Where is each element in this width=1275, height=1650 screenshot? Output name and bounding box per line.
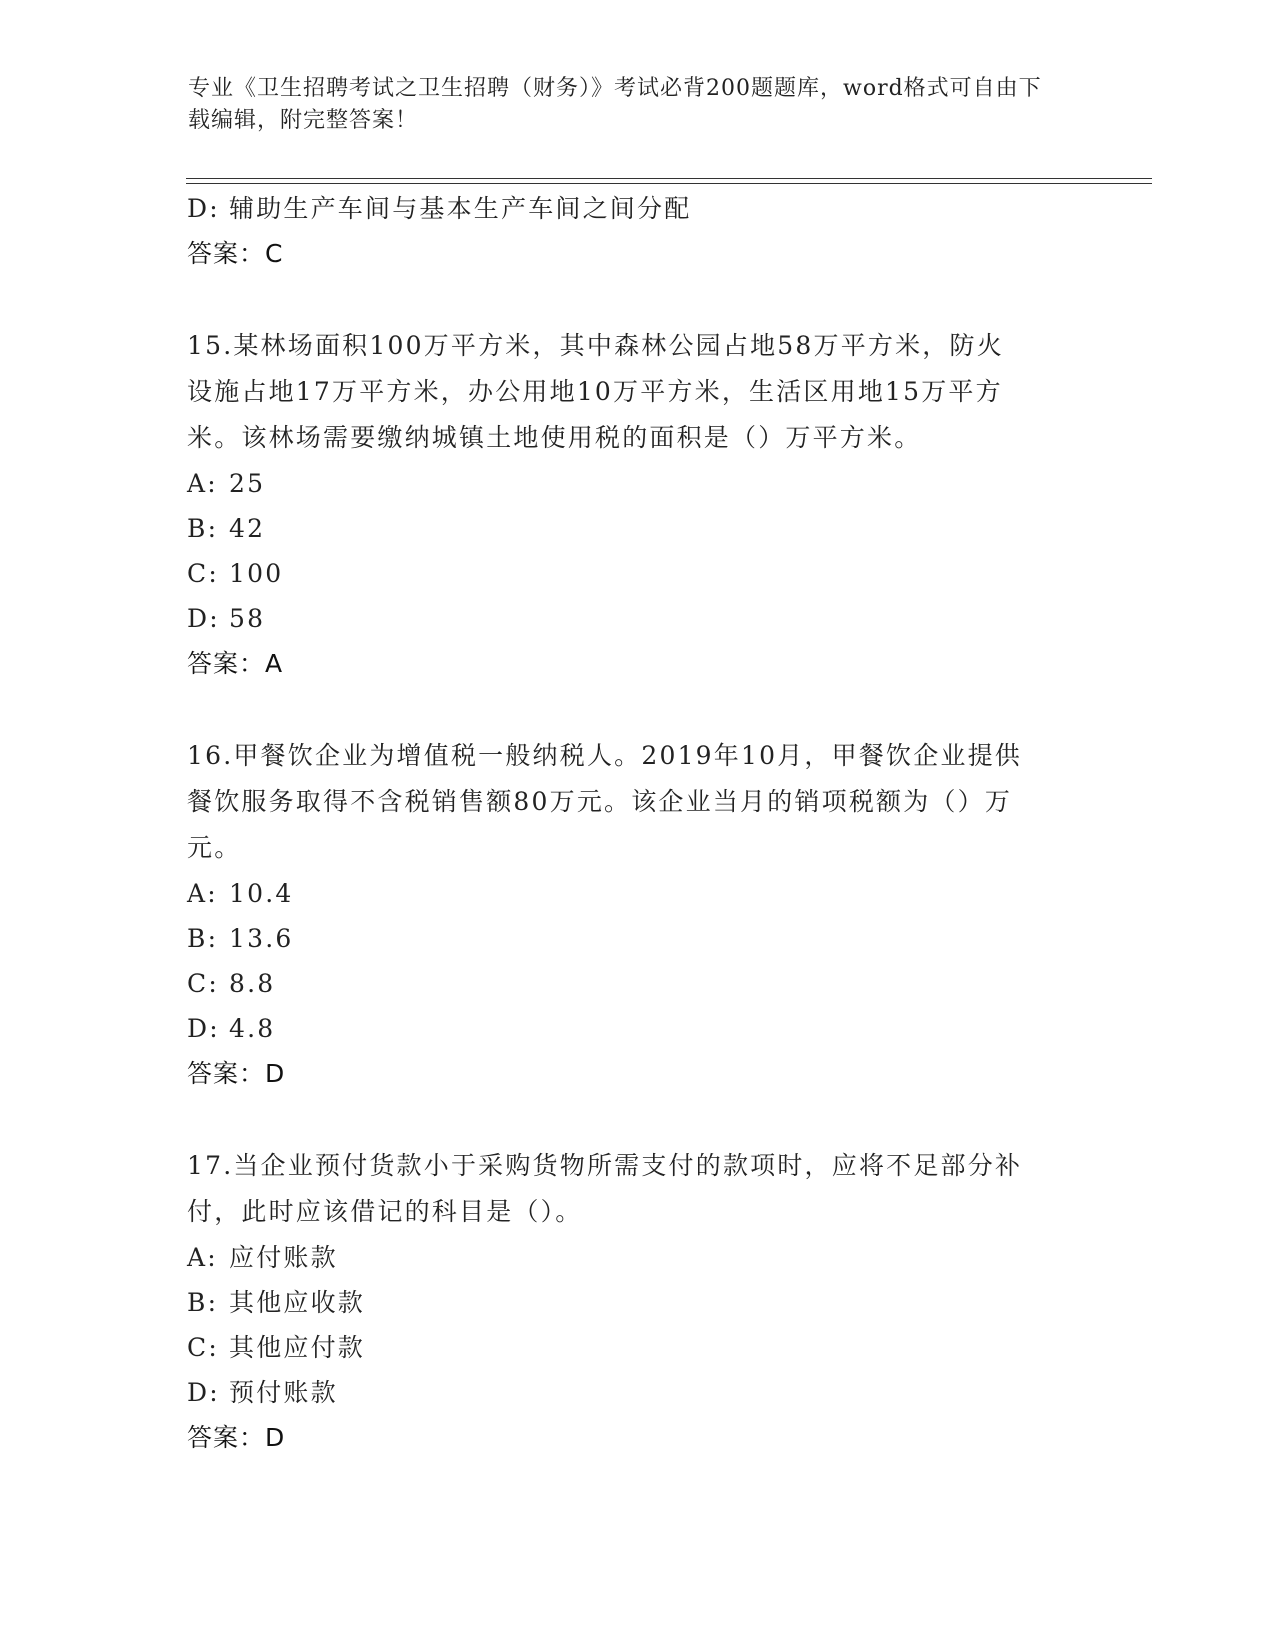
- question-15: [187, 323, 1067, 686]
- option-text: 100: [229, 559, 284, 588]
- option-label: D:: [187, 604, 220, 633]
- question-17: [187, 1143, 1067, 1460]
- prev-answer: 答案：C: [187, 239, 284, 268]
- option-text: 42: [229, 514, 266, 543]
- answer: 答案：A: [187, 649, 284, 678]
- option-label: C:: [187, 559, 219, 588]
- question-line: 设施占地17万平方米，办公用地10万平方米，生活区用地15万平方: [187, 377, 1003, 406]
- option-a: [187, 871, 1067, 916]
- document-header: 专业《卫生招聘考试之卫生招聘（财务）》考试必背200题题库，word格式可自由下载编辑，附完整答案！: [188, 76, 1042, 133]
- option-label: A:: [187, 469, 218, 498]
- option-c: [187, 961, 1067, 1006]
- header-rule-bottom: [186, 183, 1152, 184]
- option-c: [187, 1325, 1067, 1370]
- option-text: 13.6: [229, 924, 294, 953]
- spacer: [187, 276, 1067, 323]
- option-label: D:: [187, 194, 220, 223]
- questions-content: [187, 186, 1067, 1460]
- option-d: [187, 1006, 1067, 1051]
- option-text: 10.4: [229, 879, 294, 908]
- option-label: C:: [187, 969, 219, 998]
- option-a: [187, 1235, 1067, 1280]
- option-text: 辅助生产车间与基本生产车间之间分配: [229, 194, 692, 223]
- prev-option-d: [187, 186, 1067, 231]
- header-rule-top: [186, 178, 1152, 179]
- option-label: B:: [187, 514, 219, 543]
- option-text: 8.8: [229, 969, 276, 998]
- option-label: C:: [187, 1333, 219, 1362]
- option-b: [187, 506, 1067, 551]
- option-label: D:: [187, 1378, 220, 1407]
- option-text: 4.8: [229, 1014, 276, 1043]
- question-16: [187, 733, 1067, 1096]
- option-d: [187, 1370, 1067, 1415]
- option-label: A:: [187, 879, 218, 908]
- option-label: B:: [187, 924, 219, 953]
- question-line: 餐饮服务取得不含税销售额80万元。该企业当月的销项税额为（）万: [187, 787, 1013, 816]
- option-text: 58: [229, 604, 266, 633]
- spacer: [187, 1096, 1067, 1143]
- option-text: 其他应付款: [229, 1333, 366, 1362]
- option-a: [187, 461, 1067, 506]
- option-label: D:: [187, 1014, 220, 1043]
- option-b: [187, 1280, 1067, 1325]
- option-c: [187, 551, 1067, 596]
- option-d: [187, 596, 1067, 641]
- option-label: A:: [187, 1243, 218, 1272]
- question-line: 付，此时应该借记的科目是（）。: [187, 1197, 583, 1226]
- question-line: 米。该林场需要缴纳城镇土地使用税的面积是（）万平方米。: [187, 423, 922, 452]
- option-label: B:: [187, 1288, 219, 1317]
- spacer: [187, 686, 1067, 733]
- option-text: 其他应收款: [229, 1288, 366, 1317]
- question-line: 15.某林场面积100万平方米，其中森林公园占地58万平方米，防火: [187, 331, 1004, 360]
- option-text: 应付账款: [229, 1243, 338, 1272]
- option-text: 25: [229, 469, 266, 498]
- question-line: 17.当企业预付货款小于采购货物所需支付的款项时，应将不足部分补: [187, 1151, 1023, 1180]
- option-b: [187, 916, 1067, 961]
- answer: 答案：D: [187, 1059, 286, 1088]
- answer: 答案：D: [187, 1423, 286, 1452]
- option-text: 预付账款: [229, 1378, 338, 1407]
- question-line: 元。: [187, 833, 242, 862]
- question-line: 16.甲餐饮企业为增值税一般纳税人。2019年10月，甲餐饮企业提供: [187, 741, 1022, 770]
